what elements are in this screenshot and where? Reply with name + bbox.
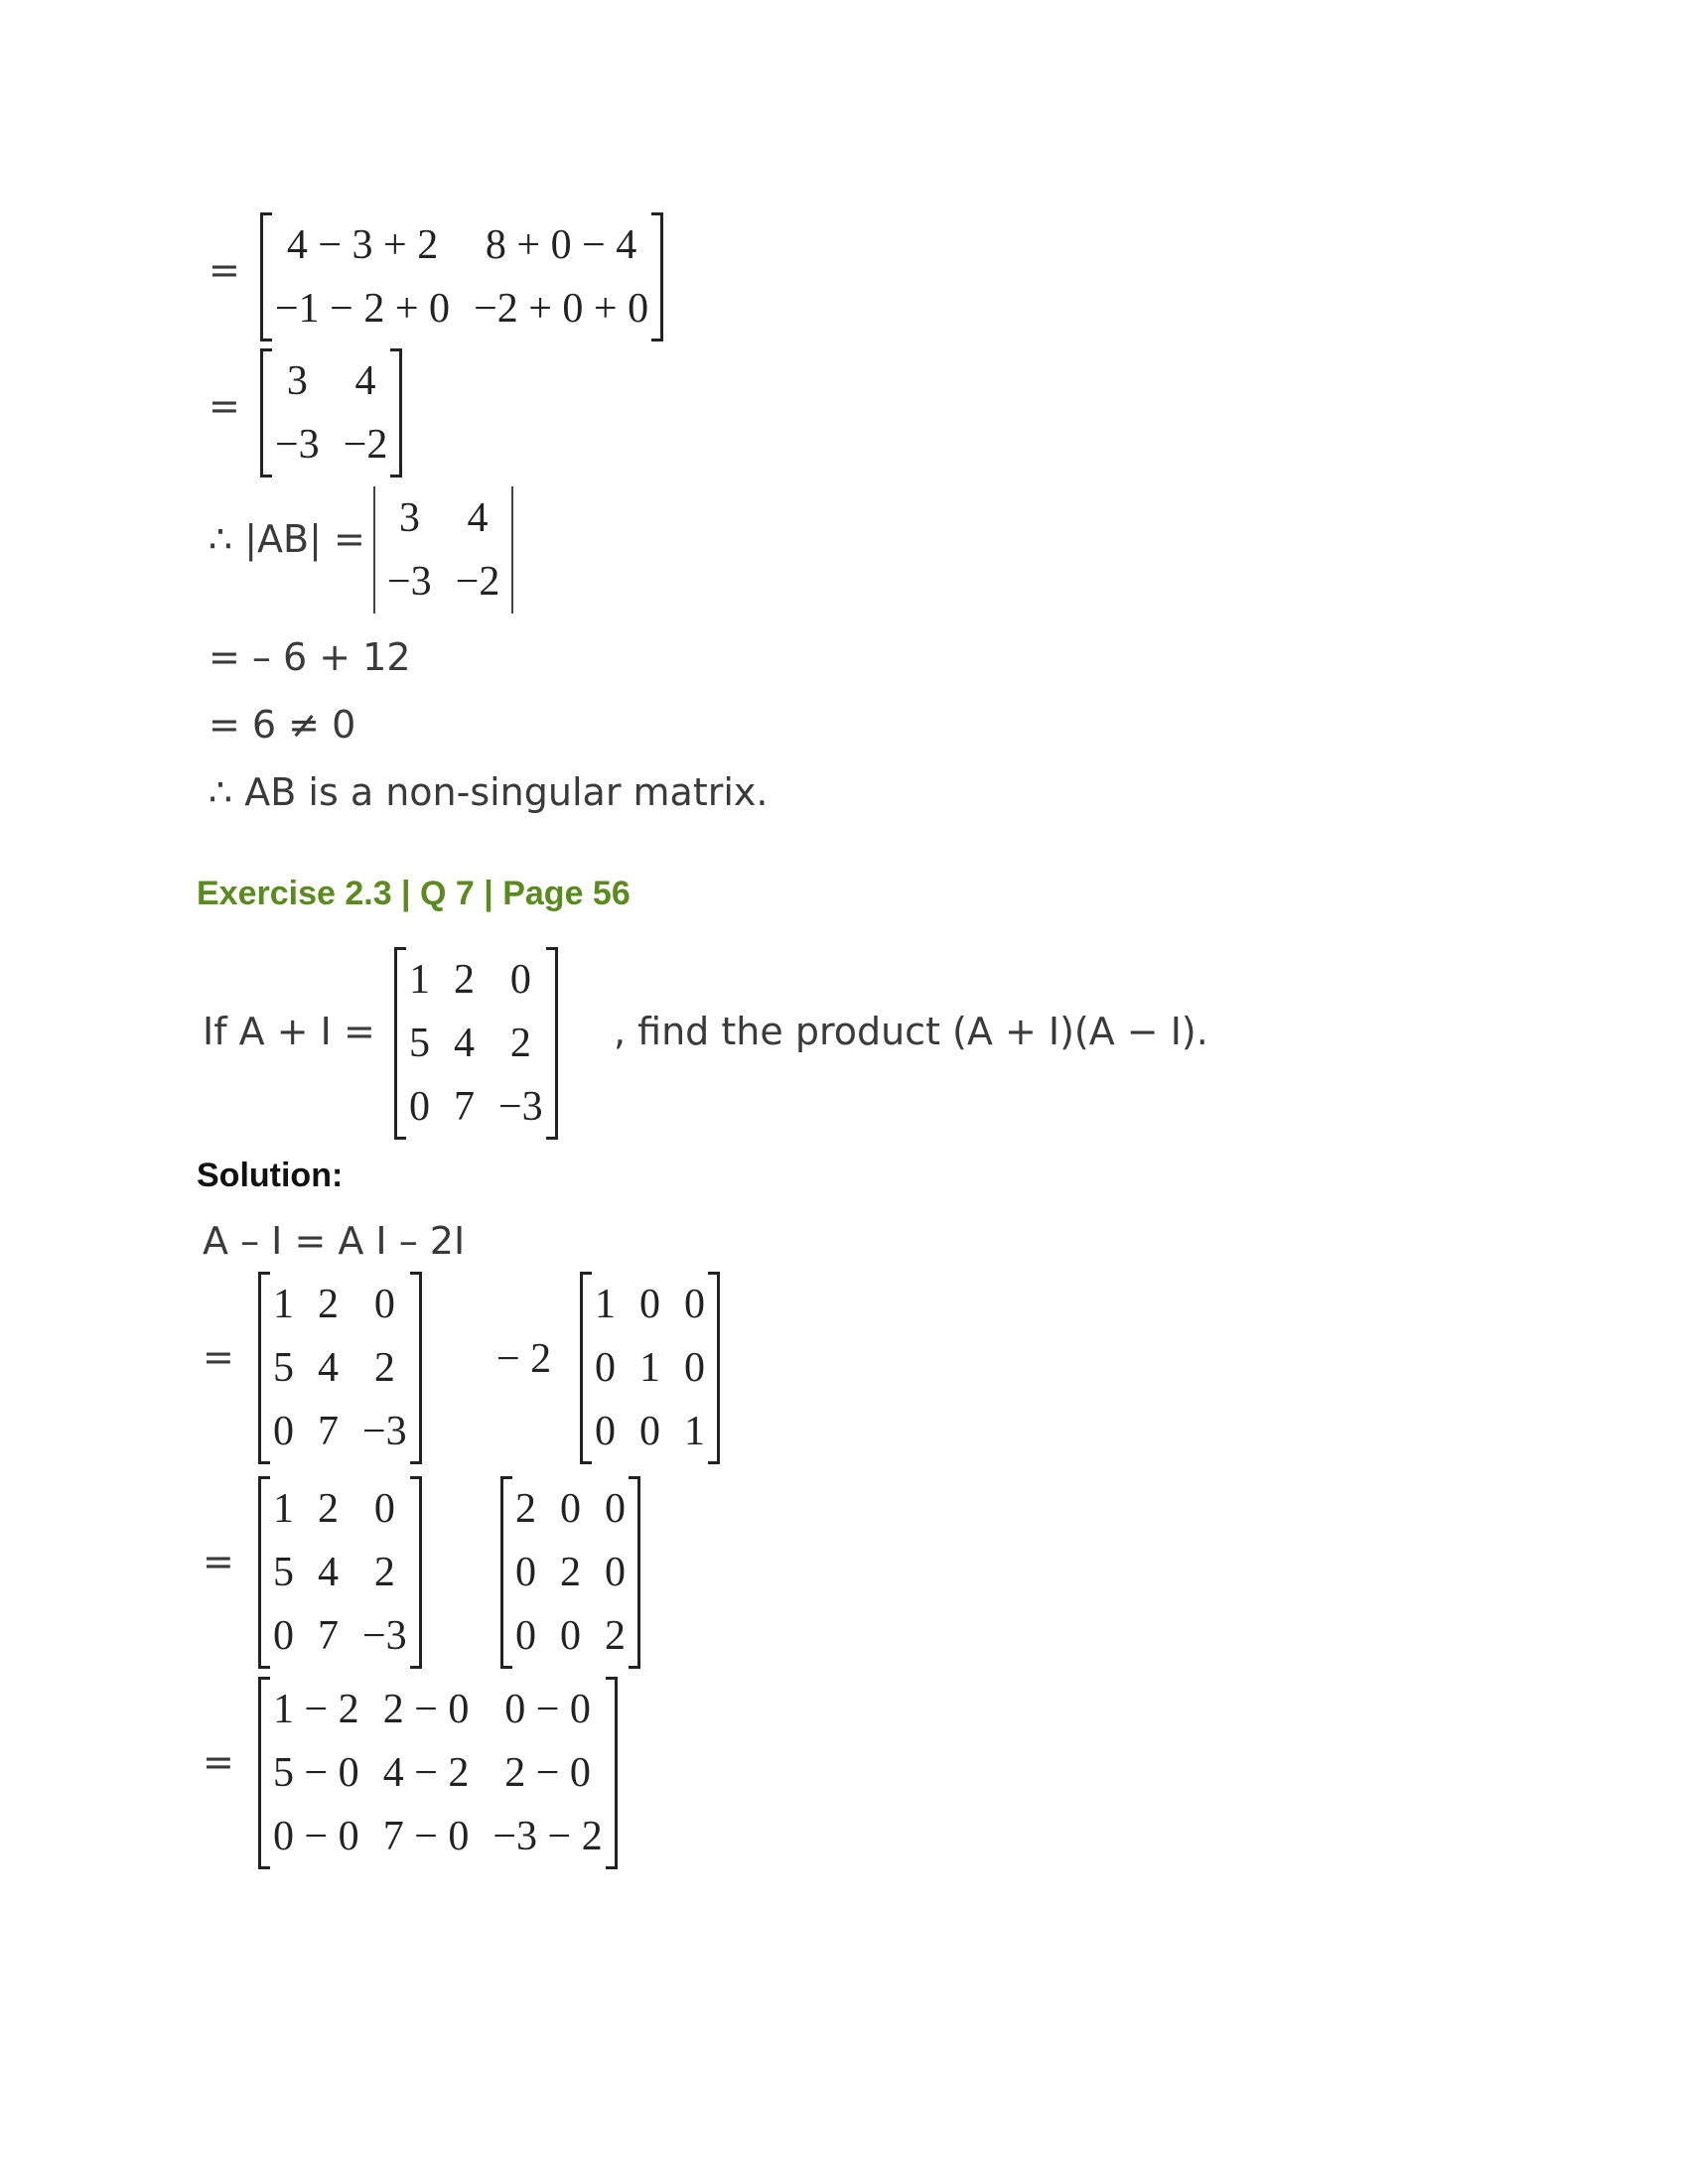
- matrix-cell: 7: [454, 1084, 475, 1130]
- matrix-row: [263, 349, 399, 413]
- matrix-cell: 5: [273, 1550, 294, 1595]
- matrix-cell: 0: [515, 1550, 536, 1595]
- matrix-row: [261, 1805, 615, 1868]
- matrix-cell: 4: [454, 1021, 475, 1066]
- matrix-row: [503, 1604, 637, 1668]
- matrix-cell: −3: [362, 1409, 407, 1454]
- matrix-cell: −1 − 2 + 0: [275, 286, 451, 332]
- matrix-row: [263, 213, 660, 277]
- matrix-cell: −2 + 0 + 0: [474, 286, 649, 332]
- matrix-cell: 7: [318, 1613, 339, 1659]
- matrix-cell: 4 − 2: [382, 1750, 470, 1796]
- matrix-row: [375, 486, 511, 550]
- matrix-cell: 0: [560, 1613, 581, 1659]
- matrix-grid: [503, 1477, 637, 1668]
- matrix-row: [261, 1400, 419, 1463]
- matrix-cell: −3: [275, 422, 320, 468]
- matrix-row: [375, 550, 511, 614]
- matrix-row: [583, 1273, 717, 1336]
- matrix-cell: 0: [409, 1084, 430, 1130]
- determinant-label: ∴ |AB| =: [209, 517, 365, 561]
- conclusion-text: ∴ AB is a non-singular matrix.: [209, 770, 769, 814]
- matrix-cell: 4: [318, 1345, 339, 1391]
- matrix-cell: −3: [498, 1084, 543, 1130]
- exercise-heading: Exercise 2.3 | Q 7 | Page 56: [197, 875, 631, 912]
- equals-sign: =: [209, 248, 240, 292]
- question-rhs: , find the product (A + I)(A − I).: [614, 1010, 1208, 1053]
- matrix-cell: 2 − 0: [504, 1750, 591, 1796]
- matrix-ab: [260, 349, 402, 477]
- matrix-cell: −3 − 2: [492, 1814, 603, 1859]
- matrix-row: [397, 948, 555, 1012]
- matrix-cell: 1: [595, 1282, 616, 1327]
- matrix-cell: 2: [454, 957, 475, 1003]
- matrix-cell: 0: [373, 1282, 395, 1327]
- matrix-row: [263, 413, 399, 477]
- matrix-cell: 1: [409, 957, 430, 1003]
- matrix-a-plus-i: [258, 1477, 422, 1668]
- matrix-cell: 0: [639, 1409, 660, 1454]
- question-lhs: If A + I =: [203, 1010, 375, 1053]
- matrix-cell: 0: [639, 1282, 660, 1327]
- identity-matrix: [580, 1273, 720, 1463]
- matrix-cell: 1: [273, 1282, 294, 1327]
- matrix-grid: [261, 1273, 419, 1463]
- matrix-cell: 2: [318, 1282, 339, 1327]
- matrix-cell: 0: [605, 1486, 626, 1532]
- scalar-minus-two: − 2: [496, 1336, 552, 1382]
- matrix-cell: 4 − 3 + 2: [286, 222, 439, 268]
- matrix-row: [261, 1604, 419, 1668]
- determinant-ab: [373, 486, 513, 614]
- matrix-row: [261, 1741, 615, 1805]
- matrix-cell: 2: [560, 1550, 581, 1595]
- matrix-grid: [263, 213, 660, 341]
- calc-line-1: = – 6 + 12: [209, 635, 411, 679]
- matrix-row: [261, 1336, 419, 1400]
- matrix-cell: 0: [373, 1486, 395, 1532]
- matrix-cell: 8 + 0 − 4: [485, 222, 637, 268]
- matrix-cell: 0 − 0: [273, 1814, 359, 1859]
- matrix-cell: 0: [509, 957, 531, 1003]
- matrix-grid: [375, 486, 511, 614]
- matrix-cell: 0: [273, 1409, 294, 1454]
- matrix-expanded-product: [260, 213, 663, 341]
- matrix-row: [261, 1541, 419, 1604]
- matrix-cell: 0: [273, 1613, 294, 1659]
- matrix-cell: 4: [354, 358, 376, 404]
- matrix-cell: 0: [684, 1282, 705, 1327]
- equals-sign: =: [203, 1335, 234, 1379]
- matrix-row: [261, 1477, 419, 1541]
- matrix-cell: 2: [605, 1613, 626, 1659]
- matrix-cell: 1: [684, 1409, 705, 1454]
- solution-first-line: A – I = A I – 2I: [203, 1219, 466, 1263]
- matrix-cell: 7: [318, 1409, 339, 1454]
- matrix-cell: 4: [318, 1550, 339, 1595]
- calc-line-2: = 6 ≠ 0: [209, 703, 356, 747]
- matrix-cell: 3: [398, 495, 420, 541]
- matrix-cell: 0: [515, 1613, 536, 1659]
- matrix-row: [263, 277, 660, 341]
- matrix-cell: 4: [467, 495, 489, 541]
- matrix-cell: −3: [387, 559, 432, 605]
- matrix-two-i: [500, 1477, 640, 1668]
- matrix-cell: −3: [362, 1613, 407, 1659]
- matrix-row: [583, 1336, 717, 1400]
- matrix-cell: 2: [373, 1550, 395, 1595]
- matrix-cell: 0: [605, 1550, 626, 1595]
- matrix-cell: 2 − 0: [382, 1687, 470, 1732]
- matrix-row: [503, 1477, 637, 1541]
- matrix-cell: 2: [515, 1486, 536, 1532]
- matrix-row: [397, 1012, 555, 1075]
- matrix-cell: 2: [373, 1345, 395, 1391]
- matrix-cell: 2: [318, 1486, 339, 1532]
- equals-sign: =: [209, 384, 240, 428]
- matrix-grid: [397, 948, 555, 1139]
- matrix-cell: 0: [595, 1409, 616, 1454]
- solution-label: Solution:: [197, 1157, 344, 1194]
- matrix-row: [397, 1075, 555, 1139]
- matrix-cell: 5: [409, 1021, 430, 1066]
- matrix-cell: 0: [684, 1345, 705, 1391]
- matrix-cell: 1: [639, 1345, 660, 1391]
- matrix-cell: 1 − 2: [273, 1687, 359, 1732]
- matrix-grid: [261, 1678, 615, 1868]
- matrix-cell: 3: [286, 358, 308, 404]
- matrix-cell: −2: [455, 559, 500, 605]
- matrix-row: [261, 1678, 615, 1741]
- matrix-row: [261, 1273, 419, 1336]
- matrix-cell: 5 − 0: [273, 1750, 359, 1796]
- equals-sign: =: [203, 1740, 234, 1784]
- matrix-a-plus-i: [394, 948, 558, 1139]
- matrix-cell: 2: [509, 1021, 531, 1066]
- matrix-cell: 7 − 0: [382, 1814, 470, 1859]
- matrix-grid: [263, 349, 399, 477]
- matrix-grid: [583, 1273, 717, 1463]
- matrix-cell: 0: [595, 1345, 616, 1391]
- equals-sign: =: [203, 1540, 234, 1583]
- matrix-cell: 0 − 0: [504, 1687, 591, 1732]
- matrix-grid: [261, 1477, 419, 1668]
- matrix-cell: −2: [343, 422, 388, 468]
- matrix-row: [503, 1541, 637, 1604]
- matrix-difference: [258, 1678, 618, 1868]
- matrix-cell: 1: [273, 1486, 294, 1532]
- matrix-a-plus-i: [258, 1273, 422, 1463]
- matrix-row: [583, 1400, 717, 1463]
- matrix-cell: 5: [273, 1345, 294, 1391]
- matrix-cell: 0: [560, 1486, 581, 1532]
